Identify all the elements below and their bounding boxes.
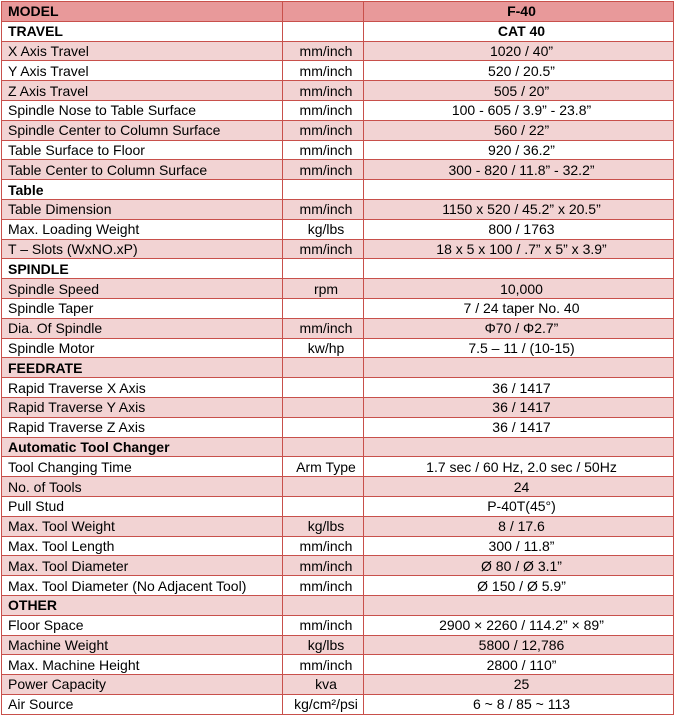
section-row [2, 259, 674, 279]
spec-value: 1.7 sec / 60 Hz, 2.0 sec / 50Hz [364, 457, 674, 477]
spec-value: 2900 × 2260 / 114.2” × 89” [364, 615, 674, 635]
spec-value: 300 / 11.8” [364, 536, 674, 556]
spec-value: Ø 150 / Ø 5.9” [364, 576, 674, 596]
spec-value: 18 x 5 x 100 / .7” x 5” x 3.9” [364, 239, 674, 259]
spec-row [2, 615, 674, 635]
spec-label: Floor Space [2, 615, 283, 635]
spec-value: 505 / 20” [364, 81, 674, 101]
spec-label: Max. Tool Diameter [2, 556, 283, 576]
spec-row [2, 635, 674, 655]
spec-unit [283, 378, 364, 398]
spec-label: Max. Tool Diameter (No Adjacent Tool) [2, 576, 283, 596]
spec-label: Table Center to Column Surface [2, 160, 283, 180]
section-row [2, 180, 674, 200]
spec-row [2, 655, 674, 675]
spec-value: 520 / 20.5” [364, 61, 674, 81]
spec-row [2, 556, 674, 576]
section-title: SPINDLE [2, 259, 283, 279]
spec-unit: mm/inch [283, 120, 364, 140]
spec-row [2, 675, 674, 695]
spec-unit: mm/inch [283, 318, 364, 338]
header-label: MODEL [2, 2, 283, 22]
spec-label: Max. Loading Weight [2, 219, 283, 239]
spec-value: 6 ~ 8 / 85 ~ 113 [364, 694, 674, 714]
spec-unit [283, 437, 364, 457]
section-title: TRAVEL [2, 21, 283, 41]
spec-unit [283, 417, 364, 437]
section-row [2, 21, 674, 41]
spec-row [2, 199, 674, 219]
spec-unit: kg/lbs [283, 219, 364, 239]
spec-unit [283, 21, 364, 41]
spec-value: Ø 80 / Ø 3.1” [364, 556, 674, 576]
spec-label: Machine Weight [2, 635, 283, 655]
section-title: FEEDRATE [2, 358, 283, 378]
spec-row [2, 100, 674, 120]
section-row [2, 358, 674, 378]
spec-row [2, 576, 674, 596]
spec-value [364, 595, 674, 615]
spec-value: 100 - 605 / 3.9” - 23.8” [364, 100, 674, 120]
spec-row [2, 219, 674, 239]
spec-unit: mm/inch [283, 239, 364, 259]
spec-value: 5800 / 12,786 [364, 635, 674, 655]
spec-row [2, 81, 674, 101]
spec-unit [283, 259, 364, 279]
spec-row [2, 694, 674, 714]
section-row [2, 437, 674, 457]
spec-row [2, 477, 674, 497]
spec-label: Max. Machine Height [2, 655, 283, 675]
spec-value [364, 358, 674, 378]
spec-row [2, 516, 674, 536]
spec-value: Φ70 / Φ2.7” [364, 318, 674, 338]
spec-row [2, 338, 674, 358]
spec-row [2, 140, 674, 160]
spec-table [1, 1, 674, 715]
spec-unit: kw/hp [283, 338, 364, 358]
spec-value: 1020 / 40” [364, 41, 674, 61]
spec-value: P-40T(45°) [364, 496, 674, 516]
spec-row [2, 457, 674, 477]
spec-unit [283, 397, 364, 417]
spec-label: No. of Tools [2, 477, 283, 497]
spec-row [2, 318, 674, 338]
spec-label: Dia. Of Spindle [2, 318, 283, 338]
spec-value: 36 / 1417 [364, 397, 674, 417]
spec-unit: mm/inch [283, 100, 364, 120]
spec-unit [283, 180, 364, 200]
spec-unit: mm/inch [283, 41, 364, 61]
spec-label: Y Axis Travel [2, 61, 283, 81]
spec-unit: mm/inch [283, 140, 364, 160]
spec-value: 7.5 – 11 / (10-15) [364, 338, 674, 358]
section-title: Table [2, 180, 283, 200]
spec-unit [283, 477, 364, 497]
spec-unit: mm/inch [283, 536, 364, 556]
spec-row [2, 298, 674, 318]
spec-value: 8 / 17.6 [364, 516, 674, 536]
spec-row [2, 239, 674, 259]
spec-table-body [2, 2, 674, 715]
spec-unit: kg/cm²/psi [283, 694, 364, 714]
spec-label: Air Source [2, 694, 283, 714]
header-row [2, 2, 674, 22]
spec-row [2, 120, 674, 140]
spec-label: Table Dimension [2, 199, 283, 219]
spec-value [364, 180, 674, 200]
spec-label: Spindle Center to Column Surface [2, 120, 283, 140]
spec-label: Spindle Taper [2, 298, 283, 318]
spec-unit: kg/lbs [283, 516, 364, 536]
spec-value: 36 / 1417 [364, 378, 674, 398]
spec-value [364, 437, 674, 457]
spec-value: 800 / 1763 [364, 219, 674, 239]
spec-label: Spindle Speed [2, 279, 283, 299]
spec-label: Pull Stud [2, 496, 283, 516]
spec-unit: mm/inch [283, 655, 364, 675]
spec-label: Rapid Traverse Z Axis [2, 417, 283, 437]
spec-unit: mm/inch [283, 576, 364, 596]
spec-unit: mm/inch [283, 199, 364, 219]
spec-value [364, 259, 674, 279]
spec-unit [283, 358, 364, 378]
spec-unit: kg/lbs [283, 635, 364, 655]
spec-row [2, 397, 674, 417]
spec-label: Spindle Motor [2, 338, 283, 358]
spec-row [2, 41, 674, 61]
spec-label: Rapid Traverse Y Axis [2, 397, 283, 417]
spec-label: Max. Tool Weight [2, 516, 283, 536]
spec-label: Tool Changing Time [2, 457, 283, 477]
spec-value: 560 / 22” [364, 120, 674, 140]
spec-row [2, 417, 674, 437]
spec-row [2, 61, 674, 81]
spec-value: 1150 x 520 / 45.2” x 20.5” [364, 199, 674, 219]
spec-value: 2800 / 110” [364, 655, 674, 675]
spec-unit: mm/inch [283, 81, 364, 101]
spec-value: 24 [364, 477, 674, 497]
spec-label: Rapid Traverse X Axis [2, 378, 283, 398]
section-title: Automatic Tool Changer [2, 437, 283, 457]
spec-label: Power Capacity [2, 675, 283, 695]
spec-value: 7 / 24 taper No. 40 [364, 298, 674, 318]
spec-unit: mm/inch [283, 615, 364, 635]
spec-label: Max. Tool Length [2, 536, 283, 556]
header-value: F-40 [364, 2, 674, 22]
spec-unit: rpm [283, 279, 364, 299]
section-title: OTHER [2, 595, 283, 615]
spec-unit: kva [283, 675, 364, 695]
spec-value: CAT 40 [364, 21, 674, 41]
spec-row [2, 279, 674, 299]
spec-unit: Arm Type [283, 457, 364, 477]
header-unit [283, 2, 364, 22]
spec-unit: mm/inch [283, 61, 364, 81]
spec-value: 920 / 36.2” [364, 140, 674, 160]
section-row [2, 595, 674, 615]
spec-row [2, 160, 674, 180]
spec-unit [283, 595, 364, 615]
spec-label: Table Surface to Floor [2, 140, 283, 160]
spec-value: 25 [364, 675, 674, 695]
spec-value: 10,000 [364, 279, 674, 299]
spec-unit: mm/inch [283, 160, 364, 180]
spec-unit [283, 496, 364, 516]
spec-row [2, 536, 674, 556]
spec-row [2, 378, 674, 398]
spec-unit [283, 298, 364, 318]
spec-value: 36 / 1417 [364, 417, 674, 437]
spec-value: 300 - 820 / 11.8” - 32.2” [364, 160, 674, 180]
spec-unit: mm/inch [283, 556, 364, 576]
spec-label: Z Axis Travel [2, 81, 283, 101]
spec-label: T – Slots (WxNO.xP) [2, 239, 283, 259]
spec-label: X Axis Travel [2, 41, 283, 61]
spec-label: Spindle Nose to Table Surface [2, 100, 283, 120]
spec-row [2, 496, 674, 516]
